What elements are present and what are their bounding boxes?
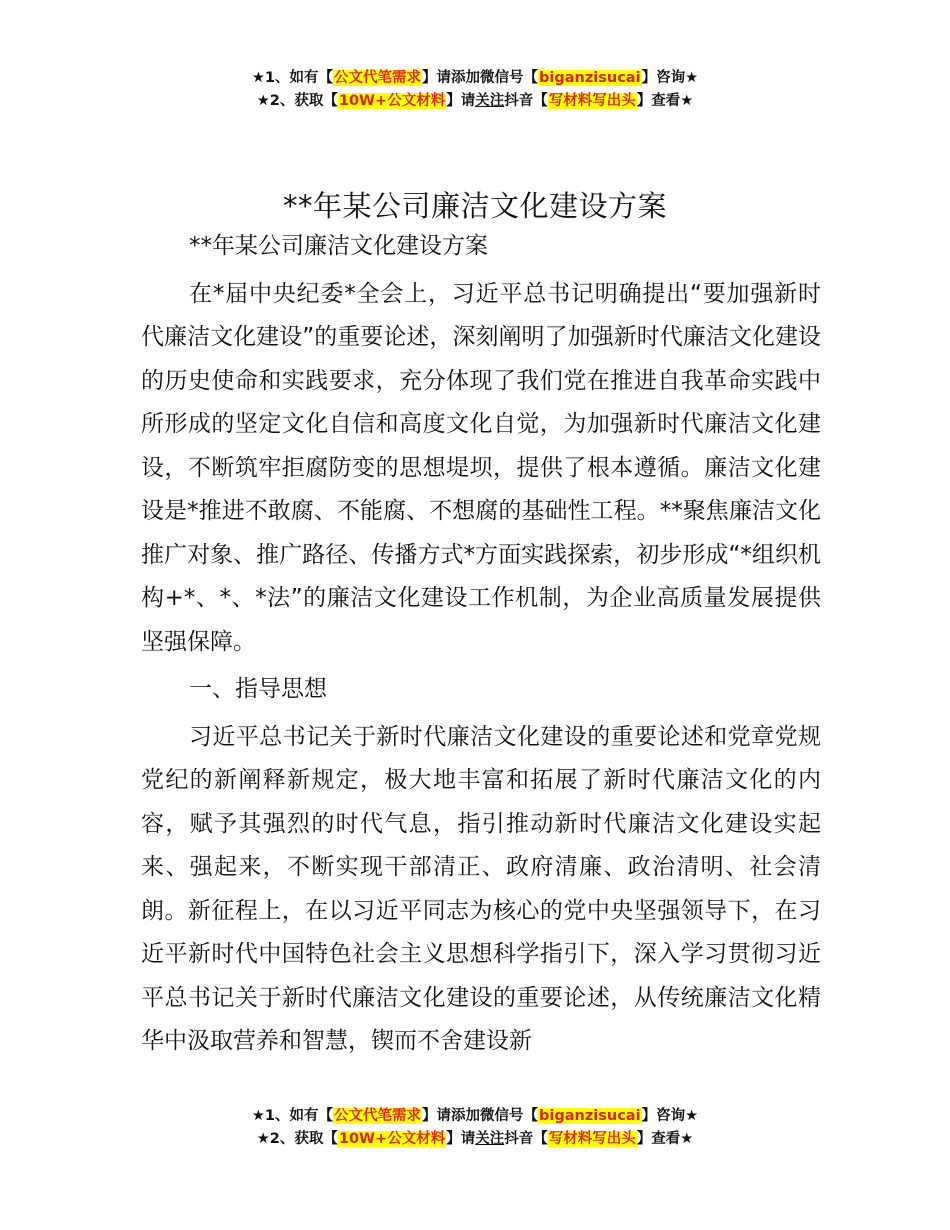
paragraph-guiding-thought: 习近平总书记关于新时代廉洁文化建设的重要论述和党章党规党纪的新阐释新规定，极大地丰富和拓展了新时代廉洁文化的内容，赋予其强烈的时代气息，指引推动新时代廉洁文化建设实起来、强起来，不断实现干部清正、政府清廉、政治清明、社会清朗。新征程上，在以习近平同志为核心的党中央坚强领导下，在习近平新时代中国特色社会主义思想科学指引下，深入学习贯彻习近平总书记关于新时代廉洁文化建设的重要论述，从传统廉洁文化精华中汲取营养和智慧，锲而不舍建设新: [141, 723, 821, 1054]
promo-underlined-word: 关注: [475, 1131, 505, 1147]
promo-line-2-mid: 】请: [446, 1131, 476, 1147]
document-body: [141, 225, 821, 1064]
promo-line-2: [0, 90, 950, 113]
promo-highlight-materials: 10W+公文材料: [338, 1131, 446, 1147]
promo-line-1-prefix: ★1、如有【: [251, 1108, 334, 1124]
promo-line-2-mid2: 抖音【: [504, 1131, 548, 1147]
promo-line-1-mid2: 微信号【: [480, 1108, 539, 1124]
paragraph-intro: 在*届中央纪委*全会上，习近平总书记明确提出“要加强新时代廉洁文化建设”的重要论述，深刻阐明了加强新时代廉洁文化建设的历史使命和实践要求，充分体现了我们党在推进自我革命实践中所形成的坚定文化自信和高度文化自觉，为加强新时代廉洁文化建设，不断筑牢拒腐防变的思想堤坝，提供了根本遵循。廉洁文化建设是*推进不敢腐、不能腐、不想腐的基础性工程。**聚焦廉洁文化推广对象、推广路径、传播方式*方面实践探索，初步形成“*组织机构+*、*、*法”的廉洁文化建设工作机制，为企业高质量发展提供坚强保障。: [141, 280, 821, 655]
document-title: **年某公司廉洁文化建设方案: [282, 189, 667, 224]
section-heading-guiding-thought: 一、指导思想: [189, 676, 327, 702]
promo-line-2-mid: 】请: [446, 93, 476, 109]
promo-line-1-mid2: 微信号【: [480, 70, 539, 86]
promo-banner-bottom: [0, 1105, 950, 1151]
promo-line-1-prefix: ★1、如有【: [251, 70, 334, 86]
promo-line-2-suffix: 】查看★: [636, 1131, 694, 1147]
promo-line-1: [0, 1105, 950, 1128]
promo-line-2-mid2: 抖音【: [504, 93, 548, 109]
promo-banner-top: [0, 67, 950, 113]
promo-bold-word: 添加: [451, 1108, 481, 1124]
promo-douyin-account: 写材料写出头: [548, 93, 636, 109]
promo-line-2-prefix: ★2、获取【: [256, 1131, 338, 1147]
promo-line-1-mid: 】请: [422, 1108, 452, 1124]
promo-douyin-account: 写材料写出头: [548, 1131, 636, 1147]
promo-line-1-suffix: 】咨询★: [641, 1108, 699, 1124]
promo-highlight-materials: 10W+公文材料: [338, 93, 446, 109]
promo-line-1-suffix: 】咨询★: [641, 70, 699, 86]
promo-wechat-id: biganzisucai: [539, 1108, 641, 1124]
promo-line-2: [0, 1128, 950, 1151]
document-subtitle: **年某公司廉洁文化建设方案: [189, 233, 488, 259]
promo-highlight-service: 公文代笔需求: [334, 1108, 422, 1124]
promo-line-2-suffix: 】查看★: [636, 93, 694, 109]
promo-bold-word: 添加: [451, 70, 481, 86]
promo-line-2-prefix: ★2、获取【: [256, 93, 338, 109]
promo-wechat-id: biganzisucai: [539, 70, 641, 86]
promo-highlight-service: 公文代笔需求: [334, 70, 422, 86]
promo-line-1-mid: 】请: [422, 70, 452, 86]
promo-underlined-word: 关注: [475, 93, 505, 109]
promo-line-1: [0, 67, 950, 90]
